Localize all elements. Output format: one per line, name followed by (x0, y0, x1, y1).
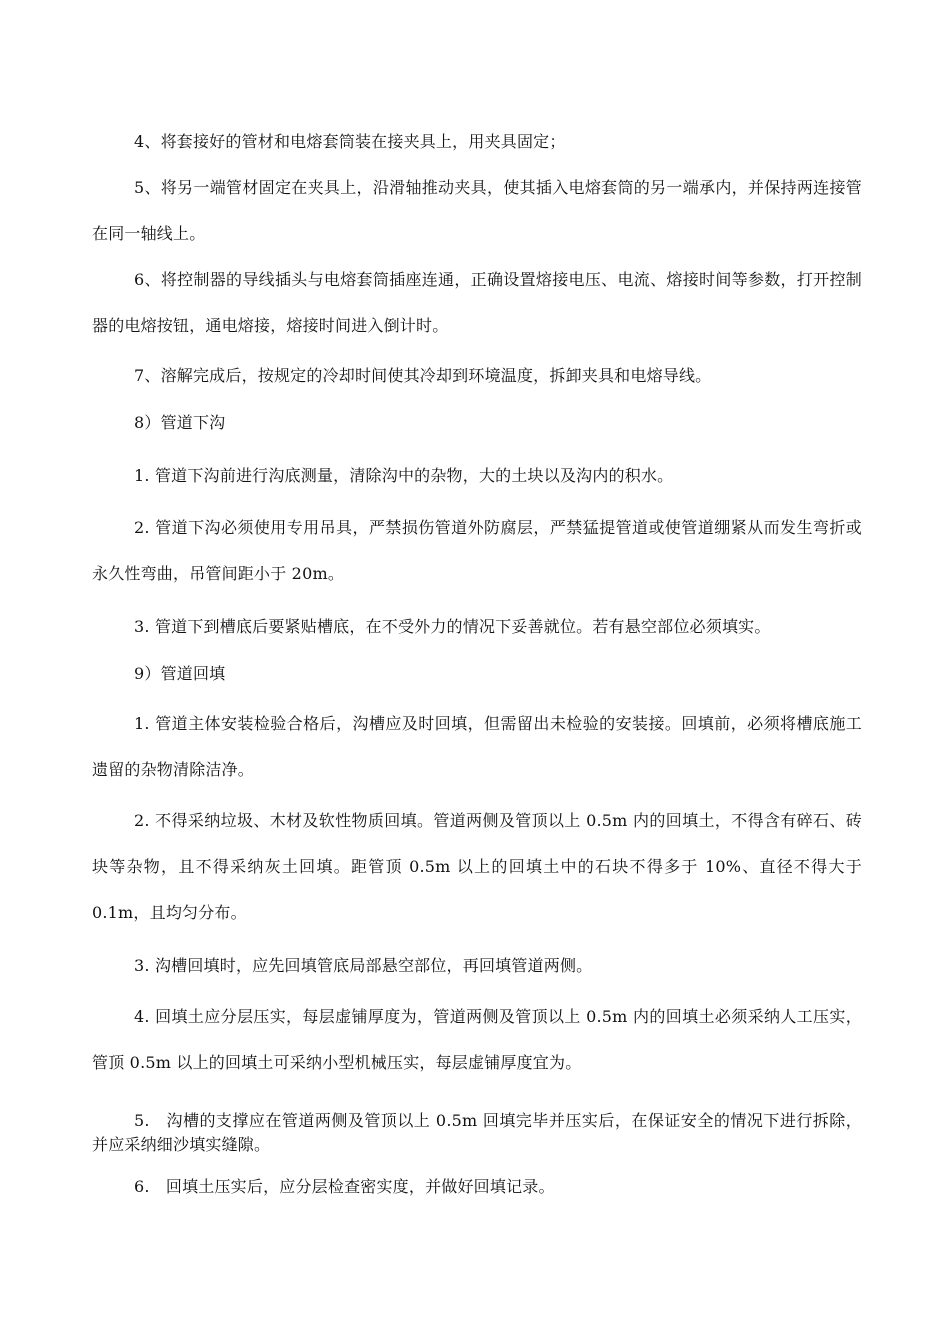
paragraph-step-6: 6、将控制器的导线插头与电熔套筒插座连通，正确设置熔接电压、电流、熔接时间等参数，打开控制器的电熔按钮，通电熔接，熔接时间进入倒计时。 (92, 270, 862, 335)
paragraph-8-2: 2. 管道下沟必须使用专用吊具，严禁损伤管道外防腐层，严禁猛提管道或使管道绷紧从而发生弯折或永久性弯曲，吊管间距小于 20m。 (92, 518, 862, 583)
paragraph-9-6: 6. 回填土压实后，应分层检查密实度，并做好回填记录。 (134, 1177, 555, 1196)
section-heading-8: 8）管道下沟 (134, 413, 226, 432)
paragraph-9-5: 5. 沟槽的支撑应在管道两侧及管顶以上 0.5m 回填完毕并压实后，在保证安全的情况下进行拆除，并应采纳细沙填实缝隙。 (92, 1111, 862, 1154)
paragraph-9-2: 2. 不得采纳垃圾、木材及软性物质回填。管道两侧及管顶以上 0.5m 内的回填土，不得含有碎石、砖块等杂物，且不得采纳灰土回填。距管顶 0.5m 以上的回填土中的石块不得多于 10%、直径不得大于 0.1m，且均匀分布。 (92, 811, 862, 922)
paragraph-8-1: 1. 管道下沟前进行沟底测量，清除沟中的杂物，大的土块以及沟内的积水。 (134, 466, 674, 485)
paragraph-9-4: 4. 回填土应分层压实，每层虚铺厚度为，管道两侧及管顶以上 0.5m 内的回填土必须采纳人工压实，管顶 0.5m 以上的回填土可采纳小型机械压实，每层虚铺厚度宜为。 (92, 1007, 862, 1072)
paragraph-8-3: 3. 管道下到槽底后要紧贴槽底，在不受外力的情况下妥善就位。若有悬空部位必须填实。 (134, 617, 771, 636)
paragraph-step-5: 5、将另一端管材固定在夹具上，沿滑轴推动夹具，使其插入电熔套筒的另一端承内，并保持两连接管在同一轴线上。 (92, 178, 862, 243)
section-heading-9: 9）管道回填 (134, 664, 226, 683)
paragraph-step-4: 4、将套接好的管材和电熔套筒装在接夹具上，用夹具固定； (134, 132, 566, 151)
paragraph-9-3: 3. 沟槽回填时，应先回填管底局部悬空部位，再回填管道两侧。 (134, 956, 593, 975)
paragraph-9-1: 1. 管道主体安装检验合格后，沟槽应及时回填，但需留出未检验的安装接。回填前，必须将槽底施工遗留的杂物清除洁净。 (92, 714, 862, 779)
paragraph-step-7: 7、溶解完成后，按规定的冷却时间使其冷却到环境温度，拆卸夹具和电熔导线。 (134, 366, 712, 385)
